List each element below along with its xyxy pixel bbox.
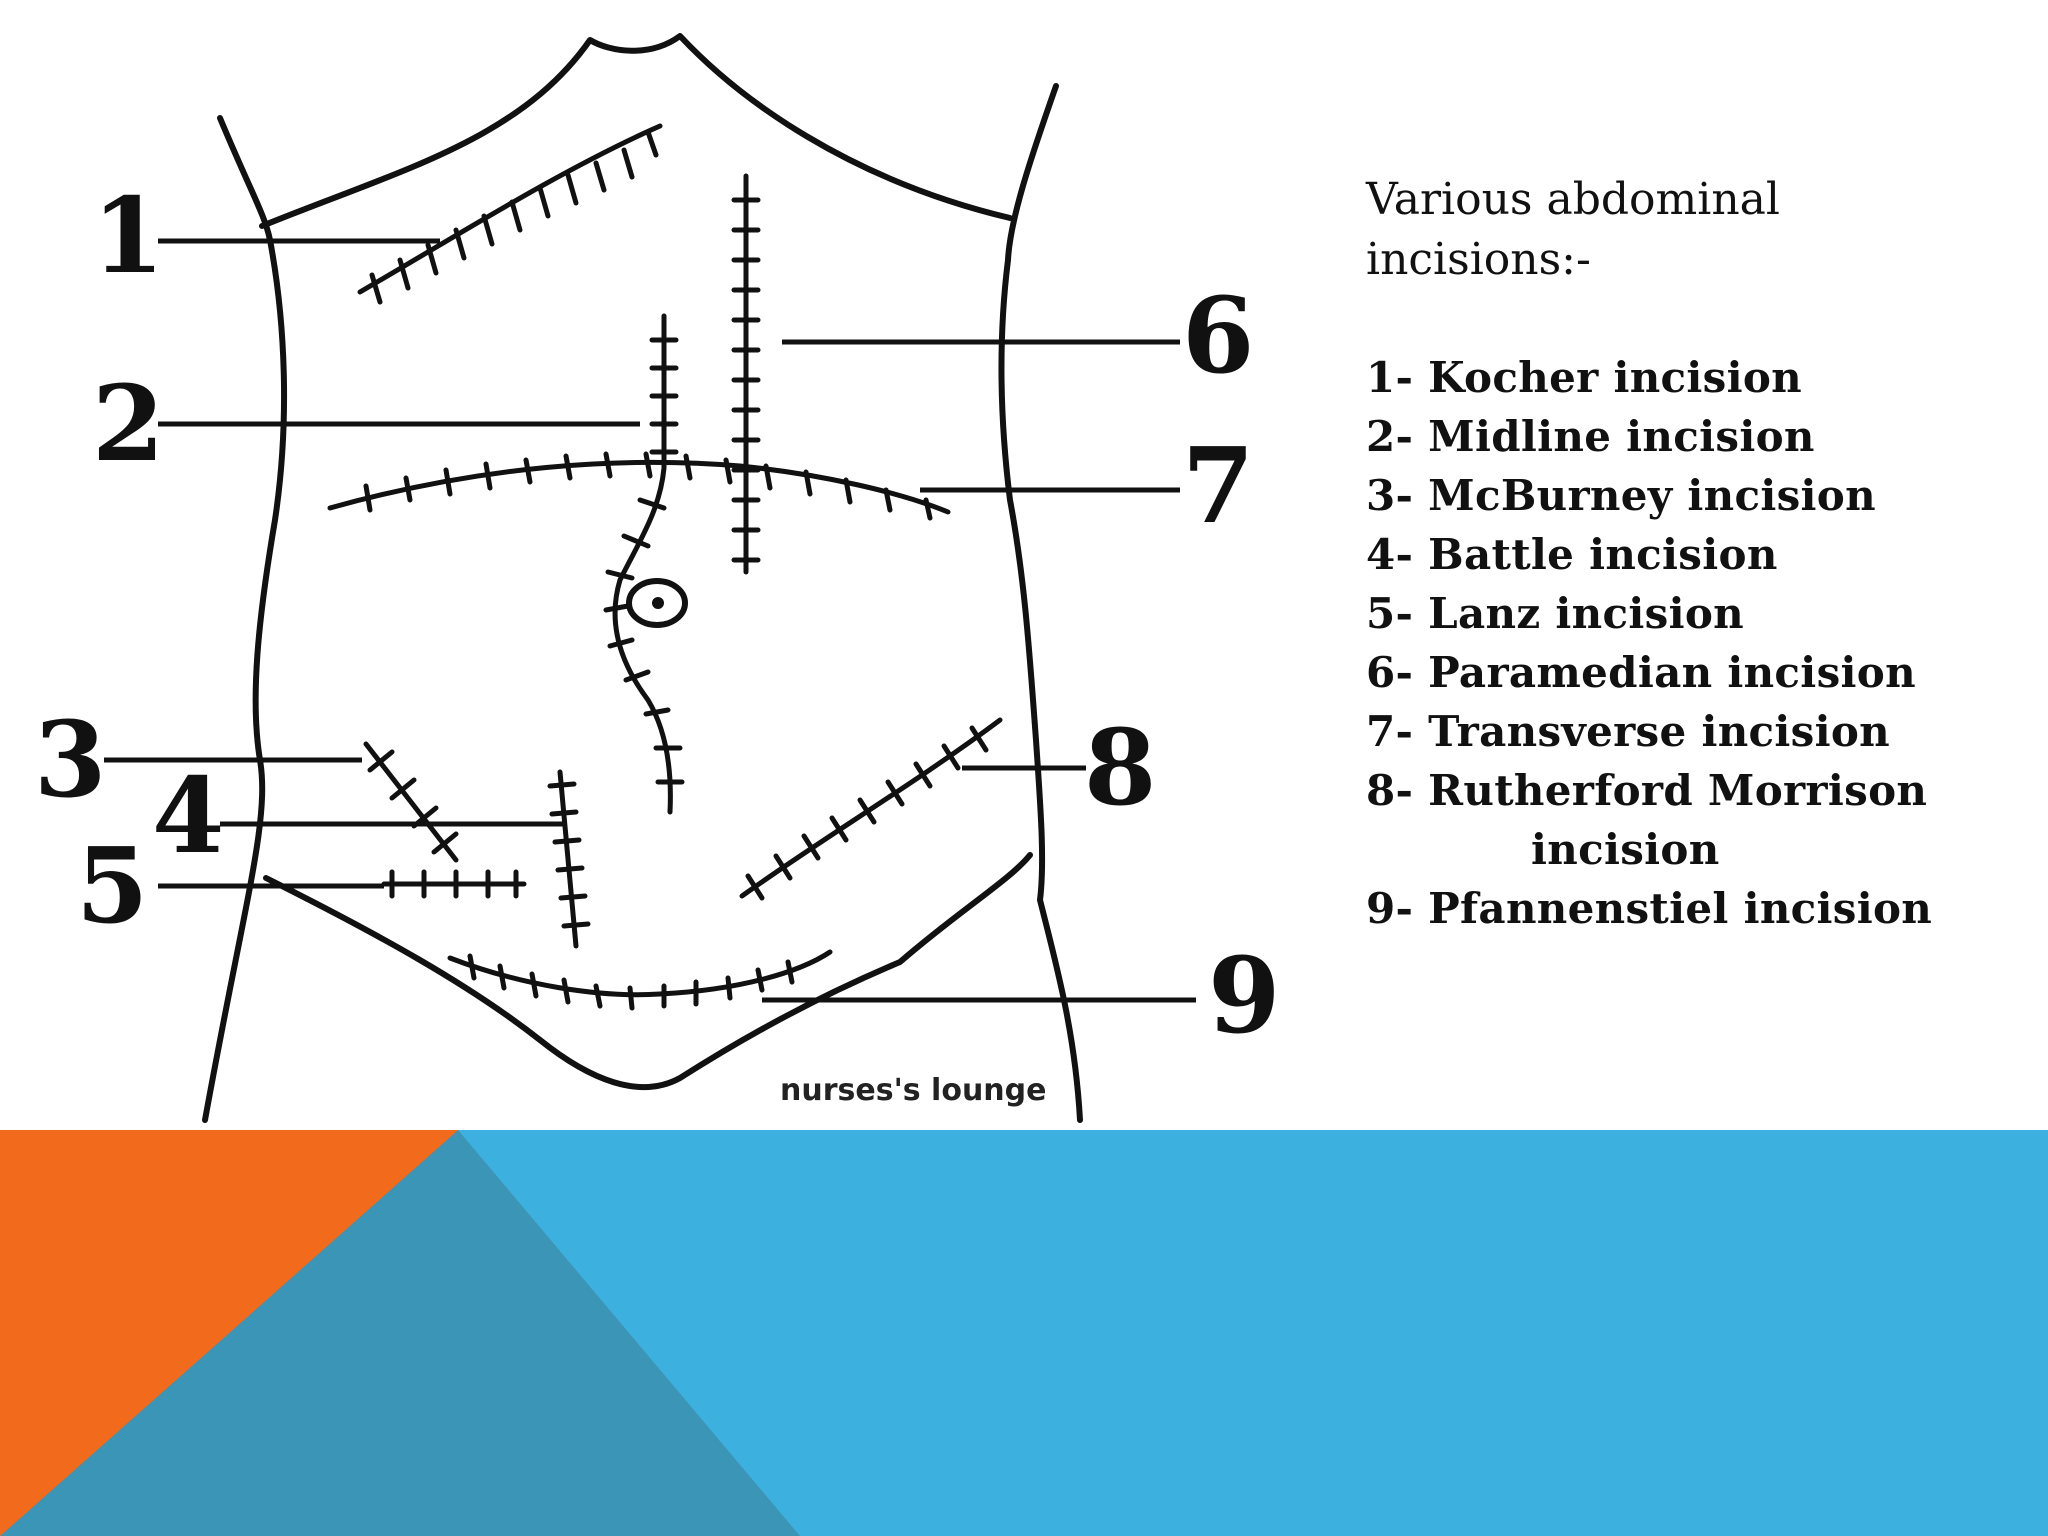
label-6: 6 <box>1182 274 1255 397</box>
legend-item <box>1366 702 2006 761</box>
incision-rutherford-morrison <box>742 720 1000 896</box>
label-3: 3 <box>34 698 107 821</box>
torso-chest-line <box>262 36 1010 226</box>
label-5: 5 <box>76 824 149 947</box>
torso-left-side <box>205 118 284 1120</box>
incision-kocher <box>360 126 660 292</box>
legend-item <box>1366 879 2006 938</box>
legend-item-label: 7- Transverse incision <box>1366 707 1891 756</box>
incision-kocher-stitches <box>372 132 656 302</box>
label-1: 1 <box>92 174 165 297</box>
legend-item <box>1366 348 2006 407</box>
legend-item-label: 9- Pfannenstiel incision <box>1366 884 1933 933</box>
legend-item <box>1366 643 2006 702</box>
legend-item-label: 8- Rutherford Morrison <box>1366 766 1928 815</box>
legend-item <box>1366 407 2006 466</box>
incision-midline <box>615 316 670 812</box>
legend-item-label: 2- Midline incision <box>1366 412 1815 461</box>
legend-item-label: 6- Paramedian incision <box>1366 648 1916 697</box>
legend-list <box>1366 348 2006 938</box>
legend-item <box>1366 466 2006 525</box>
label-2: 2 <box>92 362 165 485</box>
incision-legend <box>1366 170 2006 938</box>
legend-item-label: 5- Lanz incision <box>1366 589 1745 638</box>
legend-item-continuation: incision <box>1531 825 1720 874</box>
legend-item-label: 3- McBurney incision <box>1366 471 1876 520</box>
image-credit: nurses's lounge <box>780 1073 1047 1108</box>
label-7: 7 <box>1182 424 1255 547</box>
legend-item-label: 1- Kocher incision <box>1366 353 1803 402</box>
legend-item <box>1366 525 2006 584</box>
incision-midline-stitches <box>606 340 682 782</box>
incision-battle <box>560 772 576 946</box>
legend-item <box>1366 761 2006 879</box>
incision-transverse-stitches <box>366 454 930 518</box>
incision-pfannenstiel <box>450 952 830 995</box>
legend-title: Various abdominal incisions:- <box>1366 174 1780 285</box>
legend-item <box>1366 584 2006 643</box>
torso-pelvis-line <box>266 855 1030 1087</box>
incision-transverse <box>330 462 948 512</box>
decorative-bottom-band <box>0 1130 2048 1536</box>
label-9: 9 <box>1208 934 1281 1057</box>
abdominal-incisions-diagram <box>0 0 1320 1130</box>
torso-right-side <box>1001 86 1080 1120</box>
label-4: 4 <box>152 754 225 877</box>
label-8: 8 <box>1084 706 1157 829</box>
navel-center <box>652 597 664 609</box>
legend-item-label: 4- Battle incision <box>1366 530 1778 579</box>
incision-rutherford-morrison-stitches <box>748 728 986 898</box>
